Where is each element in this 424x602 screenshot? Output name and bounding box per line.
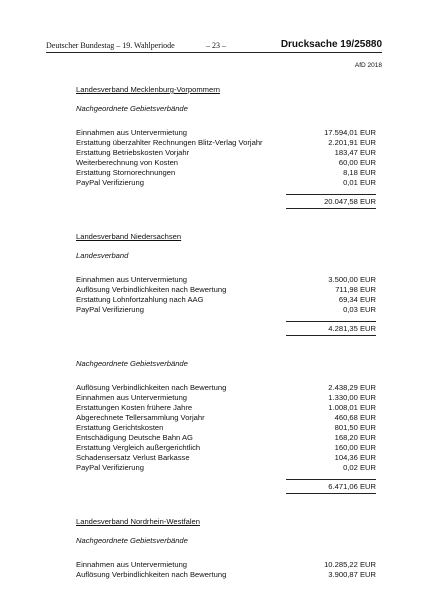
table-row [76, 128, 376, 138]
table-row [76, 423, 376, 433]
row-amount: 3.900,87 EUR [328, 570, 376, 579]
row-amount: 3.500,00 EUR [328, 275, 376, 284]
row-amount: 2.438,29 EUR [328, 383, 376, 392]
group-title: Nachgeordnete Gebietsverbände [76, 104, 188, 113]
subtotal-rule-top [286, 194, 376, 195]
row-amount: 8,18 EUR [343, 168, 376, 177]
section-title: Landesverband Mecklenburg-Vorpommern [76, 85, 220, 94]
page-header [46, 39, 382, 51]
row-amount: 17.594,01 EUR [324, 128, 376, 137]
subtotal-amount: 20.047,58 EUR [324, 197, 376, 206]
row-amount: 2.201,91 EUR [328, 138, 376, 147]
row-amount: 711,98 EUR [335, 285, 376, 294]
row-amount: 69,34 EUR [338, 295, 376, 304]
row-label: PayPal Verifizierung [76, 305, 144, 314]
header-publication: Deutscher Bundestag – 19. Wahlperiode [46, 41, 175, 50]
subtotal [76, 323, 376, 334]
table-row [76, 433, 376, 443]
row-label: Erstattung überzahlter Rechnungen Blitz-Verlag Vorjahr [76, 138, 263, 147]
row-label: Erstattung Gerichtskosten [76, 423, 164, 432]
table-row [76, 560, 376, 570]
subtotal-rule-bottom [286, 335, 376, 336]
row-label: Schadensersatz Verlust Barkasse [76, 453, 190, 462]
table-row [76, 305, 376, 315]
subtotal-rule-bottom [286, 493, 376, 494]
table-row [76, 453, 376, 463]
table-row [76, 275, 376, 285]
row-label: Auflösung Verbindlichkeiten nach Bewertung [76, 383, 227, 392]
row-label: Auflösung Verbindlichkeiten nach Bewertung [76, 570, 227, 579]
row-label: Erstattung Stornorechnungen [76, 168, 176, 177]
table-row [76, 285, 376, 295]
table-row [76, 295, 376, 305]
subtotal [76, 196, 376, 207]
group-title: Landesverband [76, 251, 129, 260]
subtotal-rule-top [286, 479, 376, 480]
subtotal-amount: 4.281,35 EUR [328, 324, 376, 333]
row-label: Einnahmen aus Untervermietung [76, 128, 188, 137]
row-amount: 160,00 EUR [334, 443, 376, 452]
header-page-number: – 23 – [206, 41, 226, 50]
row-label: Einnahmen aus Untervermietung [76, 560, 188, 569]
table-row [76, 463, 376, 473]
row-amount: 0,01 EUR [343, 178, 376, 187]
table-row [76, 178, 376, 188]
subtotal [76, 481, 376, 492]
table-row [76, 168, 376, 178]
row-label: Erstattungen Kosten frühere Jahre [76, 403, 193, 412]
row-label: Entschädigung Deutsche Bahn AG [76, 433, 193, 442]
table-row [76, 443, 376, 453]
table-row [76, 383, 376, 393]
table-row [76, 158, 376, 168]
group-spacer [76, 580, 376, 602]
subtotal-amount: 6.471,06 EUR [328, 482, 376, 491]
row-label: Einnahmen aus Untervermietung [76, 275, 188, 284]
table-row [76, 403, 376, 413]
row-amount: 104,36 EUR [334, 453, 376, 462]
row-amount: 801,50 EUR [334, 423, 376, 432]
row-amount: 168,20 EUR [334, 433, 376, 442]
row-amount: 1.330,00 EUR [328, 393, 376, 402]
row-amount: 183,47 EUR [334, 148, 376, 157]
row-amount: 1.008,01 EUR [328, 403, 376, 412]
header-rule [46, 52, 382, 53]
row-amount: 0,02 EUR [343, 463, 376, 472]
group-title: Nachgeordnete Gebietsverbände [76, 536, 188, 545]
header-document-number: Drucksache 19/25880 [280, 39, 382, 50]
row-label: Abgerechnete Tellersammlung Vorjahr [76, 413, 205, 422]
group-title: Nachgeordnete Gebietsverbände [76, 359, 188, 368]
section-title: Landesverband Niedersachsen [76, 232, 182, 241]
row-label: PayPal Verifizierung [76, 178, 144, 187]
row-amount: 0,03 EUR [343, 305, 376, 314]
table-row [76, 138, 376, 148]
subtotal-rule-bottom [286, 208, 376, 209]
header-party-label: AfD 2018 [354, 62, 382, 69]
table-row [76, 570, 376, 580]
row-label: Auflösung Verbindlichkeiten nach Bewertung [76, 285, 227, 294]
row-label: Erstattung Betriebskosten Vorjahr [76, 148, 190, 157]
row-label: Erstattung Vergleich außergerichtlich [76, 443, 201, 452]
row-label: Erstattung Lohnfortzahlung nach AAG [76, 295, 204, 304]
row-amount: 10.285,22 EUR [324, 560, 376, 569]
section-title: Landesverband Nordrhein-Westfalen [76, 517, 200, 526]
subtotal-rule-top [286, 321, 376, 322]
table-row [76, 413, 376, 423]
row-amount: 460,68 EUR [334, 413, 376, 422]
row-label: Weiterberechnung von Kosten [76, 158, 179, 167]
row-label: PayPal Verifizierung [76, 463, 144, 472]
row-amount: 60,00 EUR [338, 158, 376, 167]
document-body [76, 84, 376, 602]
row-label: Einnahmen aus Untervermietung [76, 393, 188, 402]
table-row [76, 393, 376, 403]
table-row [76, 148, 376, 158]
